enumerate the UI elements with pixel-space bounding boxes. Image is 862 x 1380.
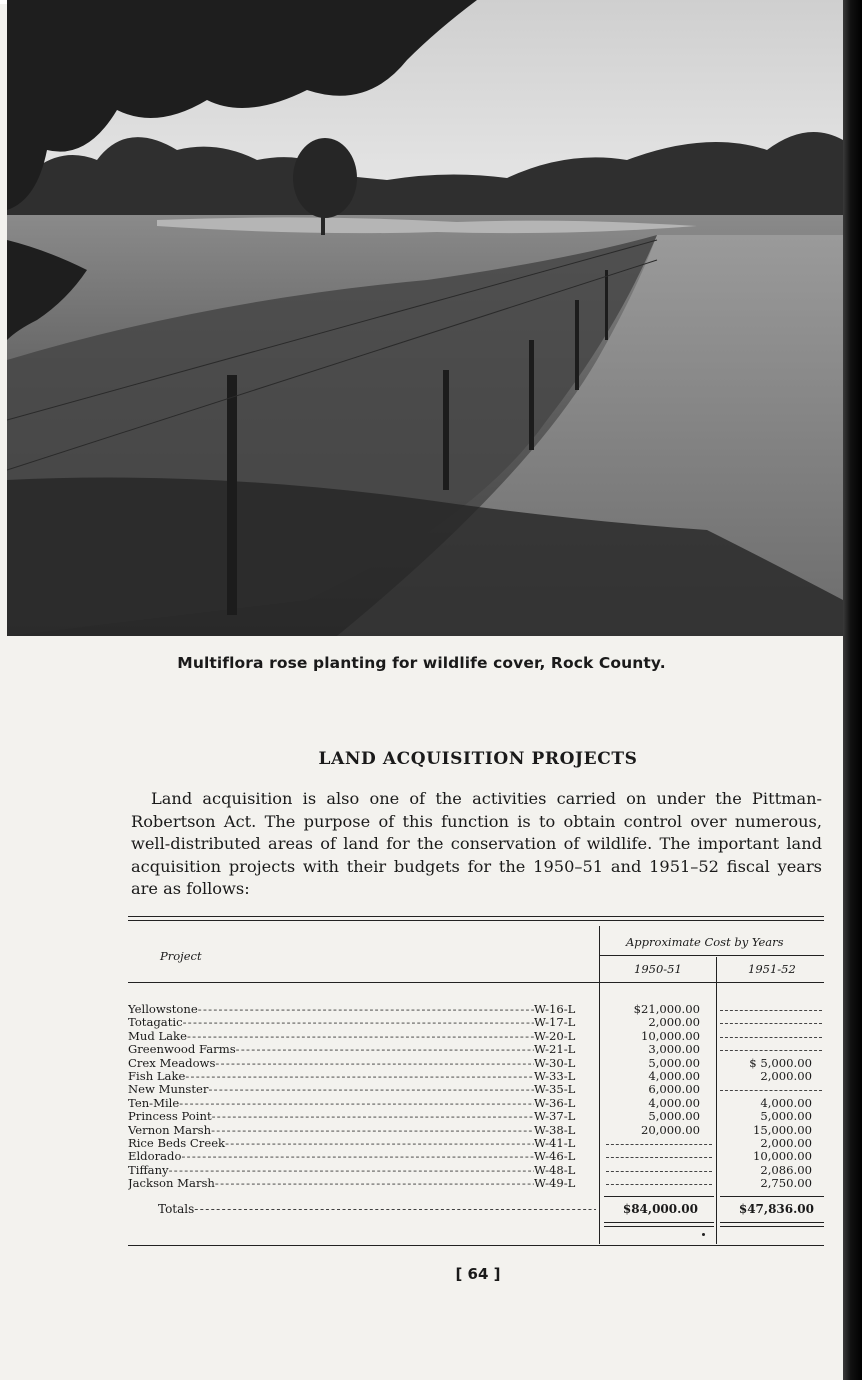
cost-1950-51: 2,000.00: [648, 1015, 700, 1030]
project-name: Princess Point - - -: [128, 1110, 534, 1123]
column-divider-1: [599, 926, 600, 1244]
total2-top-rule: [720, 1196, 824, 1197]
project-code: W-35-L: [534, 1082, 576, 1097]
table-top-rule: [128, 916, 824, 917]
project-name: Tiffany - - -: [128, 1164, 534, 1177]
project-code: W-48-L: [534, 1162, 576, 1177]
empty-cost-dash: [720, 1090, 822, 1091]
empty-cost-dash: [606, 1144, 712, 1145]
year1-header: 1950-51: [634, 962, 682, 976]
project-name: Vernon Marsh - - -: [128, 1124, 534, 1137]
project-name: Ten-Mile - - -: [128, 1097, 534, 1110]
cost-1951-52: 2,000.00: [760, 1069, 812, 1083]
header-bottom-rule: [128, 982, 824, 983]
cost-1950-51: $21,000.00: [633, 1002, 700, 1016]
table-bottom-rule: [128, 1245, 824, 1246]
section-title: LAND ACQUISITION PROJECTS: [318, 749, 638, 769]
empty-cost-dash: [720, 1050, 822, 1051]
project-name: Crex Meadows - - -: [128, 1057, 534, 1070]
project-name: Greenwood Farms - - -: [128, 1043, 534, 1056]
total2-bottom-rule: [720, 1222, 824, 1223]
table-top-rule-2: [128, 920, 824, 921]
empty-cost-dash: [606, 1171, 712, 1172]
project-code: W-41-L: [534, 1136, 576, 1150]
project-name: Eldorado - - -: [128, 1150, 534, 1163]
table-dot: [702, 1233, 705, 1236]
totals-label: Totals - - -: [158, 1202, 596, 1216]
cost-1951-52: 5,000.00: [760, 1109, 812, 1124]
project-code: W-46-L: [534, 1149, 576, 1164]
cost-1951-52: 10,000.00: [752, 1149, 812, 1164]
project-name: Yellowstone - - -: [128, 1003, 534, 1016]
total1-top-rule: [604, 1196, 714, 1197]
column-divider-2: [716, 957, 717, 1244]
cost-1951-52: 2,750.00: [760, 1176, 812, 1191]
project-code: W-20-L: [534, 1028, 576, 1043]
cost-1951-52: 2,000.00: [760, 1136, 812, 1150]
project-name: Jackson Marsh - - -: [128, 1177, 534, 1190]
project-code: W-30-L: [534, 1055, 576, 1070]
project-code: W-17-L: [534, 1015, 576, 1030]
cost-1950-51: 4,000.00: [648, 1069, 700, 1083]
intro-paragraph: Land acquisition is also one of the activities carried on under the Pittman-Robertson Act. The purpose of this function is to obtain control over numerous, well-distributed areas of land for the conservation of wildlife. The important land acquisition projects with their budgets for the 1950–51 and 1951–52 fiscal years are as follows:: [131, 789, 822, 899]
book-spine-edge: [843, 0, 862, 1380]
total-1950-51: $84,000.00: [622, 1202, 698, 1216]
project-name: New Munster - - -: [128, 1083, 534, 1096]
cost-1951-52: $ 5,000.00: [749, 1055, 812, 1070]
cost-1950-51: 3,000.00: [648, 1042, 700, 1057]
project-name: Totagatic - - -: [128, 1016, 534, 1029]
total-1951-52: $47,836.00: [738, 1202, 814, 1216]
cost-1950-51: 6,000.00: [648, 1082, 700, 1097]
cost-1951-52: 2,086.00: [760, 1162, 812, 1177]
project-name: Mud Lake - - -: [128, 1030, 534, 1043]
empty-cost-dash: [720, 1037, 822, 1038]
project-code: W-33-L: [534, 1069, 576, 1083]
cost-1950-51: 20,000.00: [640, 1122, 700, 1137]
cost-1950-51: 4,000.00: [648, 1095, 700, 1110]
project-code: W-21-L: [534, 1042, 576, 1057]
landscape-photo: [7, 0, 843, 636]
cost-1950-51: 5,000.00: [648, 1109, 700, 1124]
project-header: Project: [160, 949, 202, 963]
empty-cost-dash: [606, 1157, 712, 1158]
project-name: Rice Beds Creek - - -: [128, 1137, 534, 1150]
page-number: [ 64 ]: [455, 1265, 501, 1283]
project-code: W-16-L: [534, 1002, 576, 1016]
total2-bottom-rule-2: [720, 1226, 824, 1227]
empty-cost-dash: [720, 1023, 822, 1024]
cost-header-rule: [600, 955, 824, 956]
photo-caption: Multiflora rose planting for wildlife cover, Rock County.: [177, 654, 666, 672]
total1-bottom-rule: [604, 1222, 714, 1223]
project-code: W-49-L: [534, 1176, 576, 1191]
empty-cost-dash: [720, 1010, 822, 1011]
cost-1950-51: 10,000.00: [640, 1028, 700, 1043]
year2-header: 1951-52: [748, 962, 796, 976]
project-code: W-36-L: [534, 1095, 576, 1110]
project-name: Fish Lake - - -: [128, 1070, 534, 1083]
cost-1951-52: 4,000.00: [760, 1095, 812, 1110]
cost-1951-52: 15,000.00: [752, 1122, 812, 1137]
cost-1950-51: 5,000.00: [648, 1055, 700, 1070]
project-code: W-37-L: [534, 1109, 576, 1124]
cost-header: Approximate Cost by Years: [626, 935, 784, 949]
total1-bottom-rule-2: [604, 1226, 714, 1227]
project-code: W-38-L: [534, 1122, 576, 1137]
empty-cost-dash: [606, 1184, 712, 1185]
